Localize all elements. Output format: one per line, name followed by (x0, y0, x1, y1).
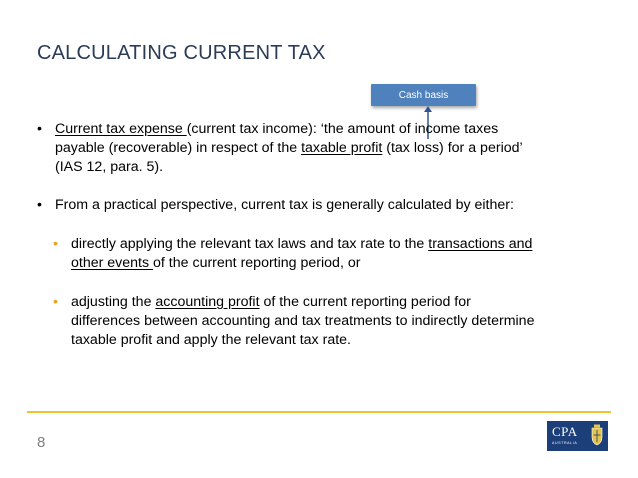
sub-bullet-dot: • (53, 236, 58, 252)
bullet-text: From a practical perspective, current tax is generally calculated by either: (55, 197, 514, 213)
bullet-text: (current tax income): ‘the amount of income taxes payable (recoverable) in respect of the (55, 121, 499, 156)
cash-basis-callout (371, 84, 476, 106)
page-number: 8 (37, 434, 46, 451)
bullet-text: directly applying the relevant tax laws and tax rate to the (71, 236, 429, 252)
bullet-text: adjusting the (71, 294, 156, 310)
term-current-tax-expense: Current tax expense (55, 121, 187, 137)
slide-title: CALCULATING CURRENT TAX (37, 42, 326, 64)
sub-bullet-dot: • (53, 294, 58, 310)
logo-subtitle: AUSTRALIA (552, 441, 578, 445)
bullet-text: of the current reporting period, or (153, 255, 361, 271)
footer-divider (27, 411, 611, 413)
sub-bullet-directly-applying (37, 235, 537, 273)
cpa-australia-logo (547, 421, 608, 451)
term-accounting-profit: accounting profit (155, 294, 260, 310)
term-transactions-and-other-events: transactions and other events (71, 236, 533, 271)
bullet-dot: • (37, 197, 42, 213)
sub-bullet-adjusting (37, 293, 537, 350)
logo-name: CPA (552, 424, 578, 439)
term-taxable-profit: taxable profit (301, 140, 383, 156)
bullet-current-tax-expense (37, 120, 537, 177)
crest-icon (590, 424, 604, 446)
slide-body (37, 120, 537, 350)
bullet-practical-perspective (37, 196, 537, 215)
bullet-text: (tax loss) for a period’ (IAS 12, para. 5). (55, 140, 523, 175)
bullet-dot: • (37, 121, 42, 137)
callout-label: Cash basis (398, 89, 449, 101)
bullet-text: of the current reporting period for differences between accounting and tax treatments to indirectly determine taxable profit and apply the relevant tax rate. (71, 294, 535, 348)
